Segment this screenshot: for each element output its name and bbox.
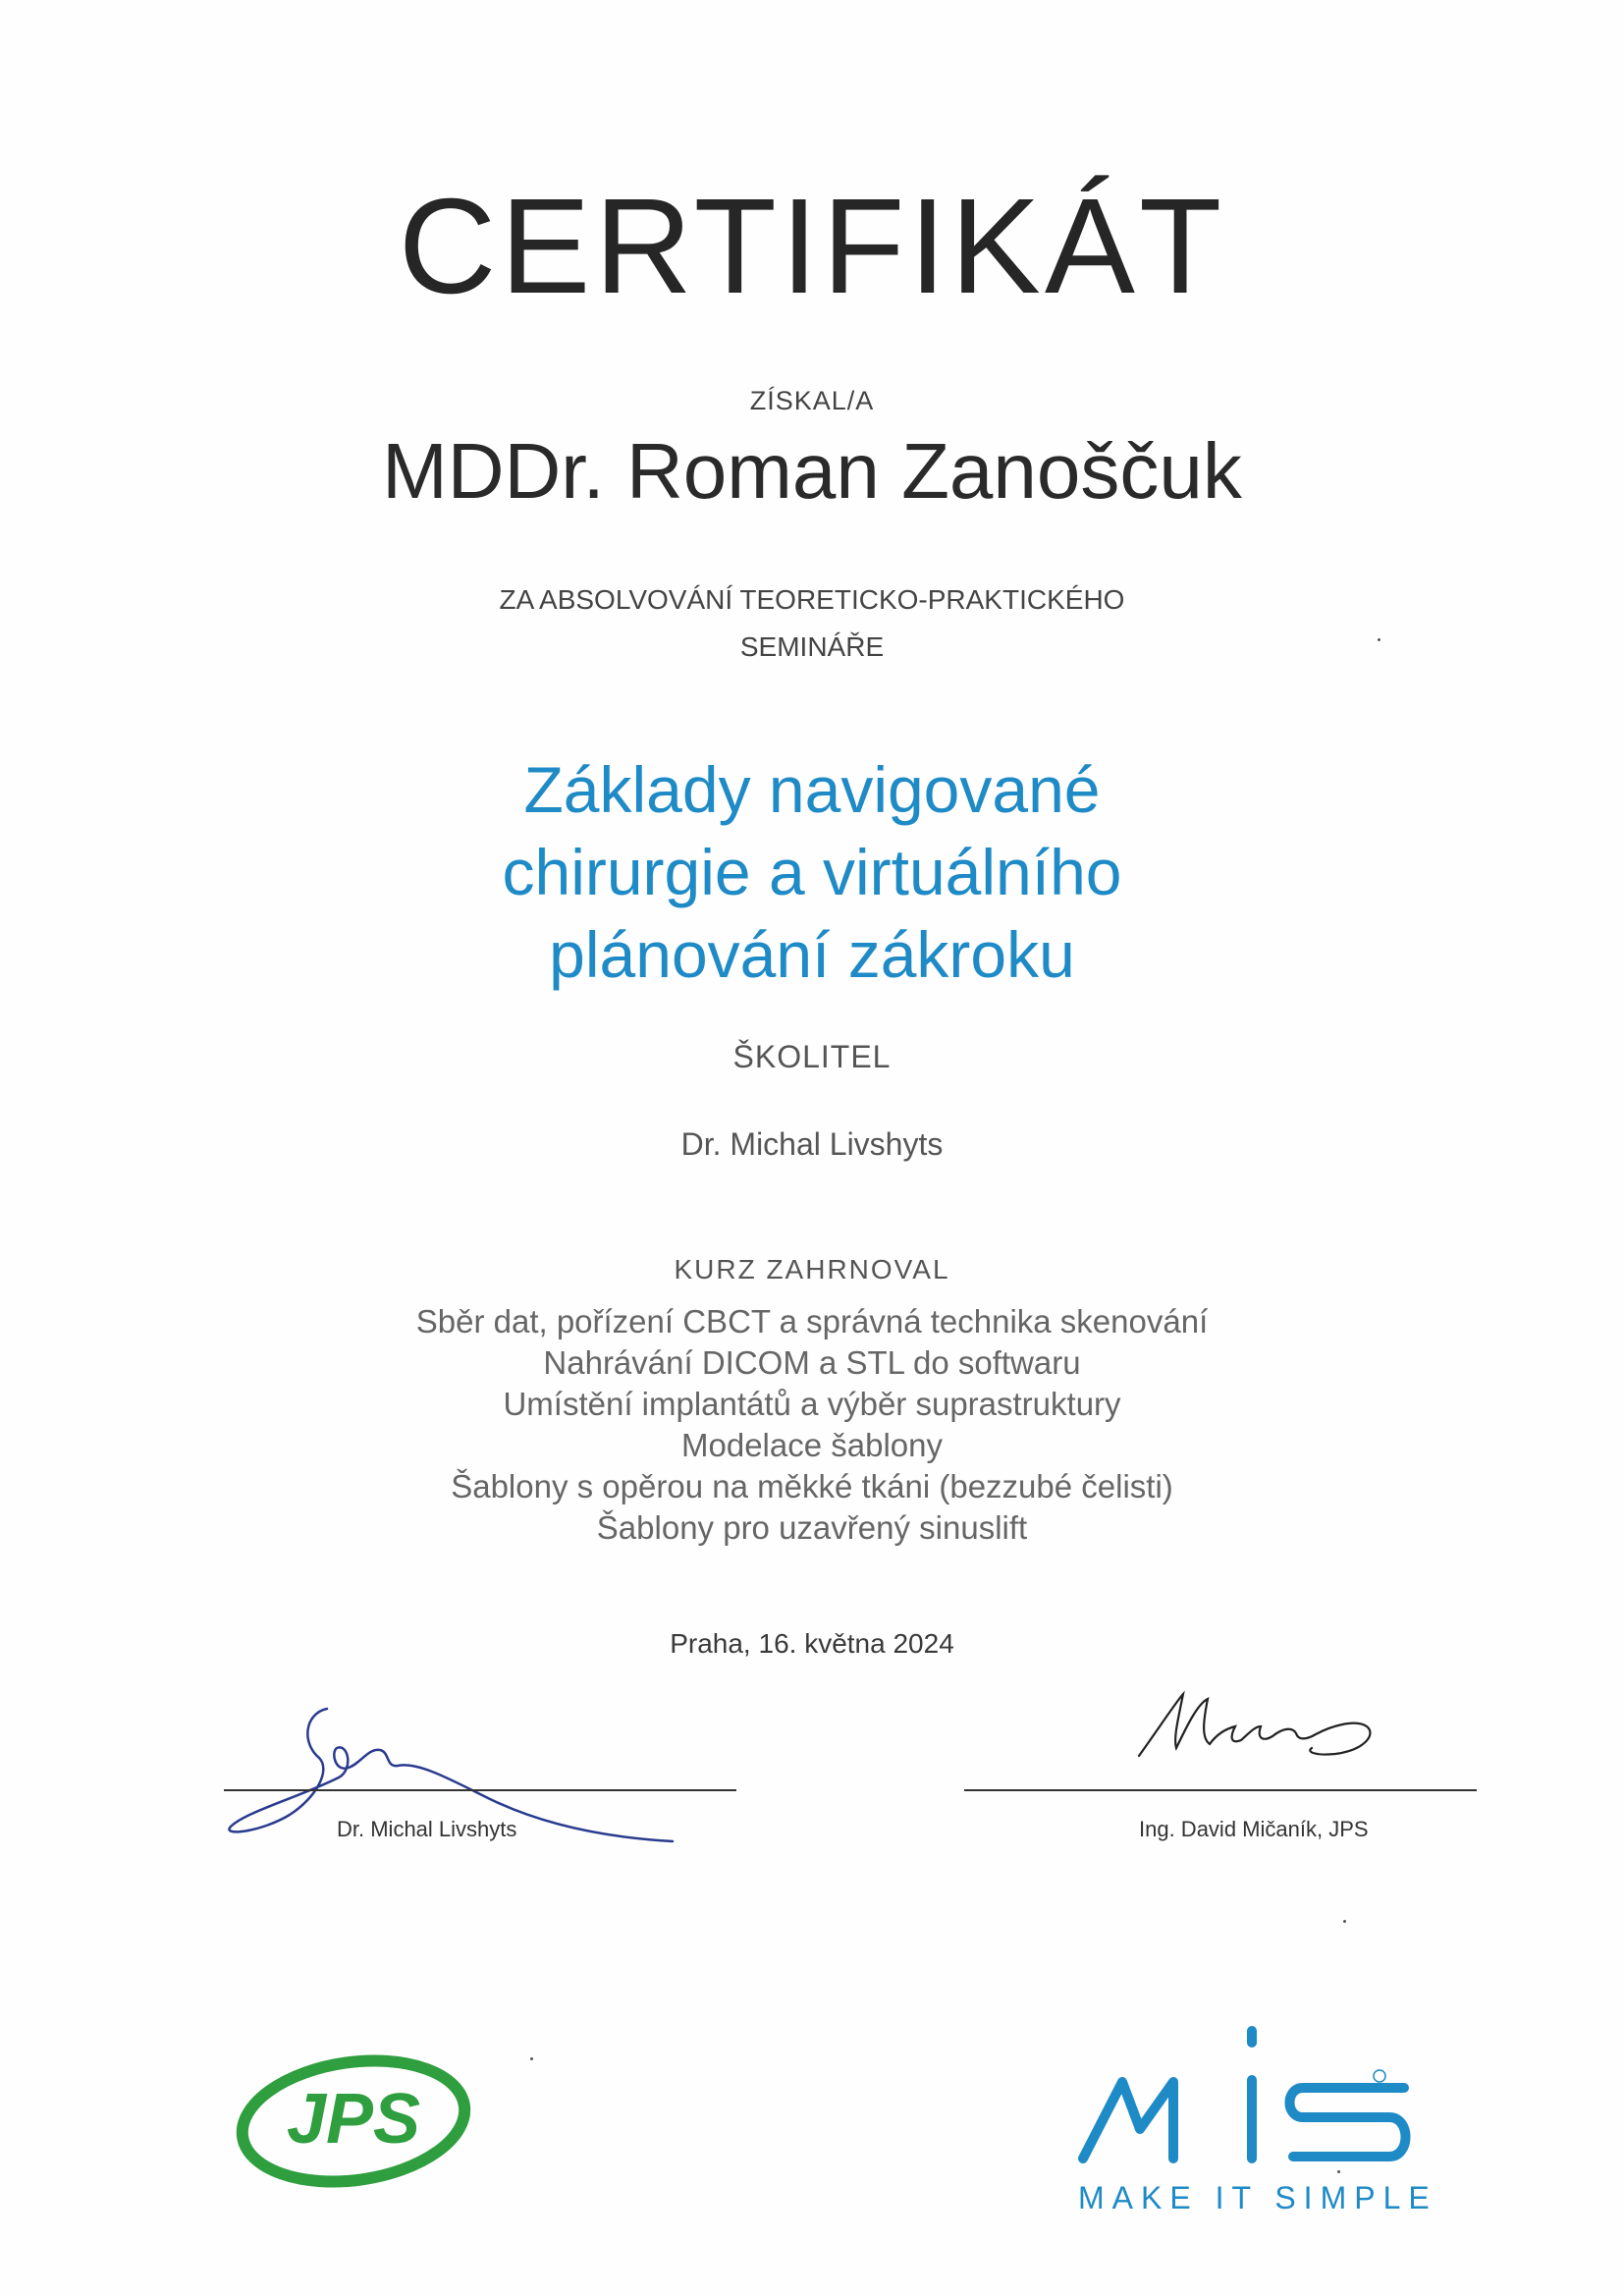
paper-speck [1343, 1920, 1346, 1923]
topic-item: Umístění implantátů a výběr suprastruktury [503, 1386, 1121, 1422]
course-title-line-3: plánování zákroku [549, 918, 1075, 991]
topic-item: Šablony s opěrou na měkké tkáni (bezzubé čelisti) [451, 1468, 1173, 1504]
jps-logo [236, 2052, 471, 2190]
topic-item: Šablony pro uzavřený sinuslift [596, 1509, 1028, 1546]
topics-label: KURZ ZAHRNOVAL [674, 1254, 950, 1285]
signature-name-right: Ing. David Mičaník, JPS [1139, 1817, 1369, 1841]
signature-right [1119, 1679, 1394, 1777]
recipient-name: MDDr. Roman Zanoščuk [382, 427, 1242, 515]
course-title [0, 748, 1624, 996]
course-title-line-2: chirurgie a virtuálního [502, 836, 1122, 908]
trainer-label: ŠKOLITEL [732, 1039, 892, 1074]
topic-item: Modelace šablony [681, 1427, 943, 1463]
mis-tagline: MAKE IT SIMPLE [1078, 2180, 1437, 2215]
completion-line-1: ZA ABSOLVOVÁNÍ TEORETICKO-PRAKTICKÉHO [499, 584, 1125, 615]
topic-item: Nahrávání DICOM a STL do softwaru [543, 1344, 1081, 1381]
signature-name-left: Dr. Michal Livshyts [337, 1817, 517, 1841]
paper-speck [530, 2057, 533, 2060]
paper-speck [1378, 638, 1380, 641]
received-label: ZÍSKAL/A [749, 386, 875, 415]
trainer-name: Dr. Michal Livshyts [680, 1126, 944, 1162]
topics-list [0, 1301, 1624, 1549]
completion-line-2: SEMINÁŘE [739, 631, 885, 662]
course-title-line-1: Základy navigované [523, 753, 1101, 826]
signature-line-right [964, 1789, 1477, 1791]
certificate-title: CERTIFIKÁT [398, 171, 1226, 322]
signature-line-left [224, 1789, 736, 1791]
topic-item: Sběr dat, pořízení CBCT a správná technika skenování [415, 1303, 1209, 1339]
paper-speck [1337, 2170, 1340, 2173]
completion-statement [0, 576, 1624, 671]
place-and-date: Praha, 16. května 2024 [670, 1628, 954, 1659]
svg-text:JPS: JPS [286, 2080, 421, 2159]
